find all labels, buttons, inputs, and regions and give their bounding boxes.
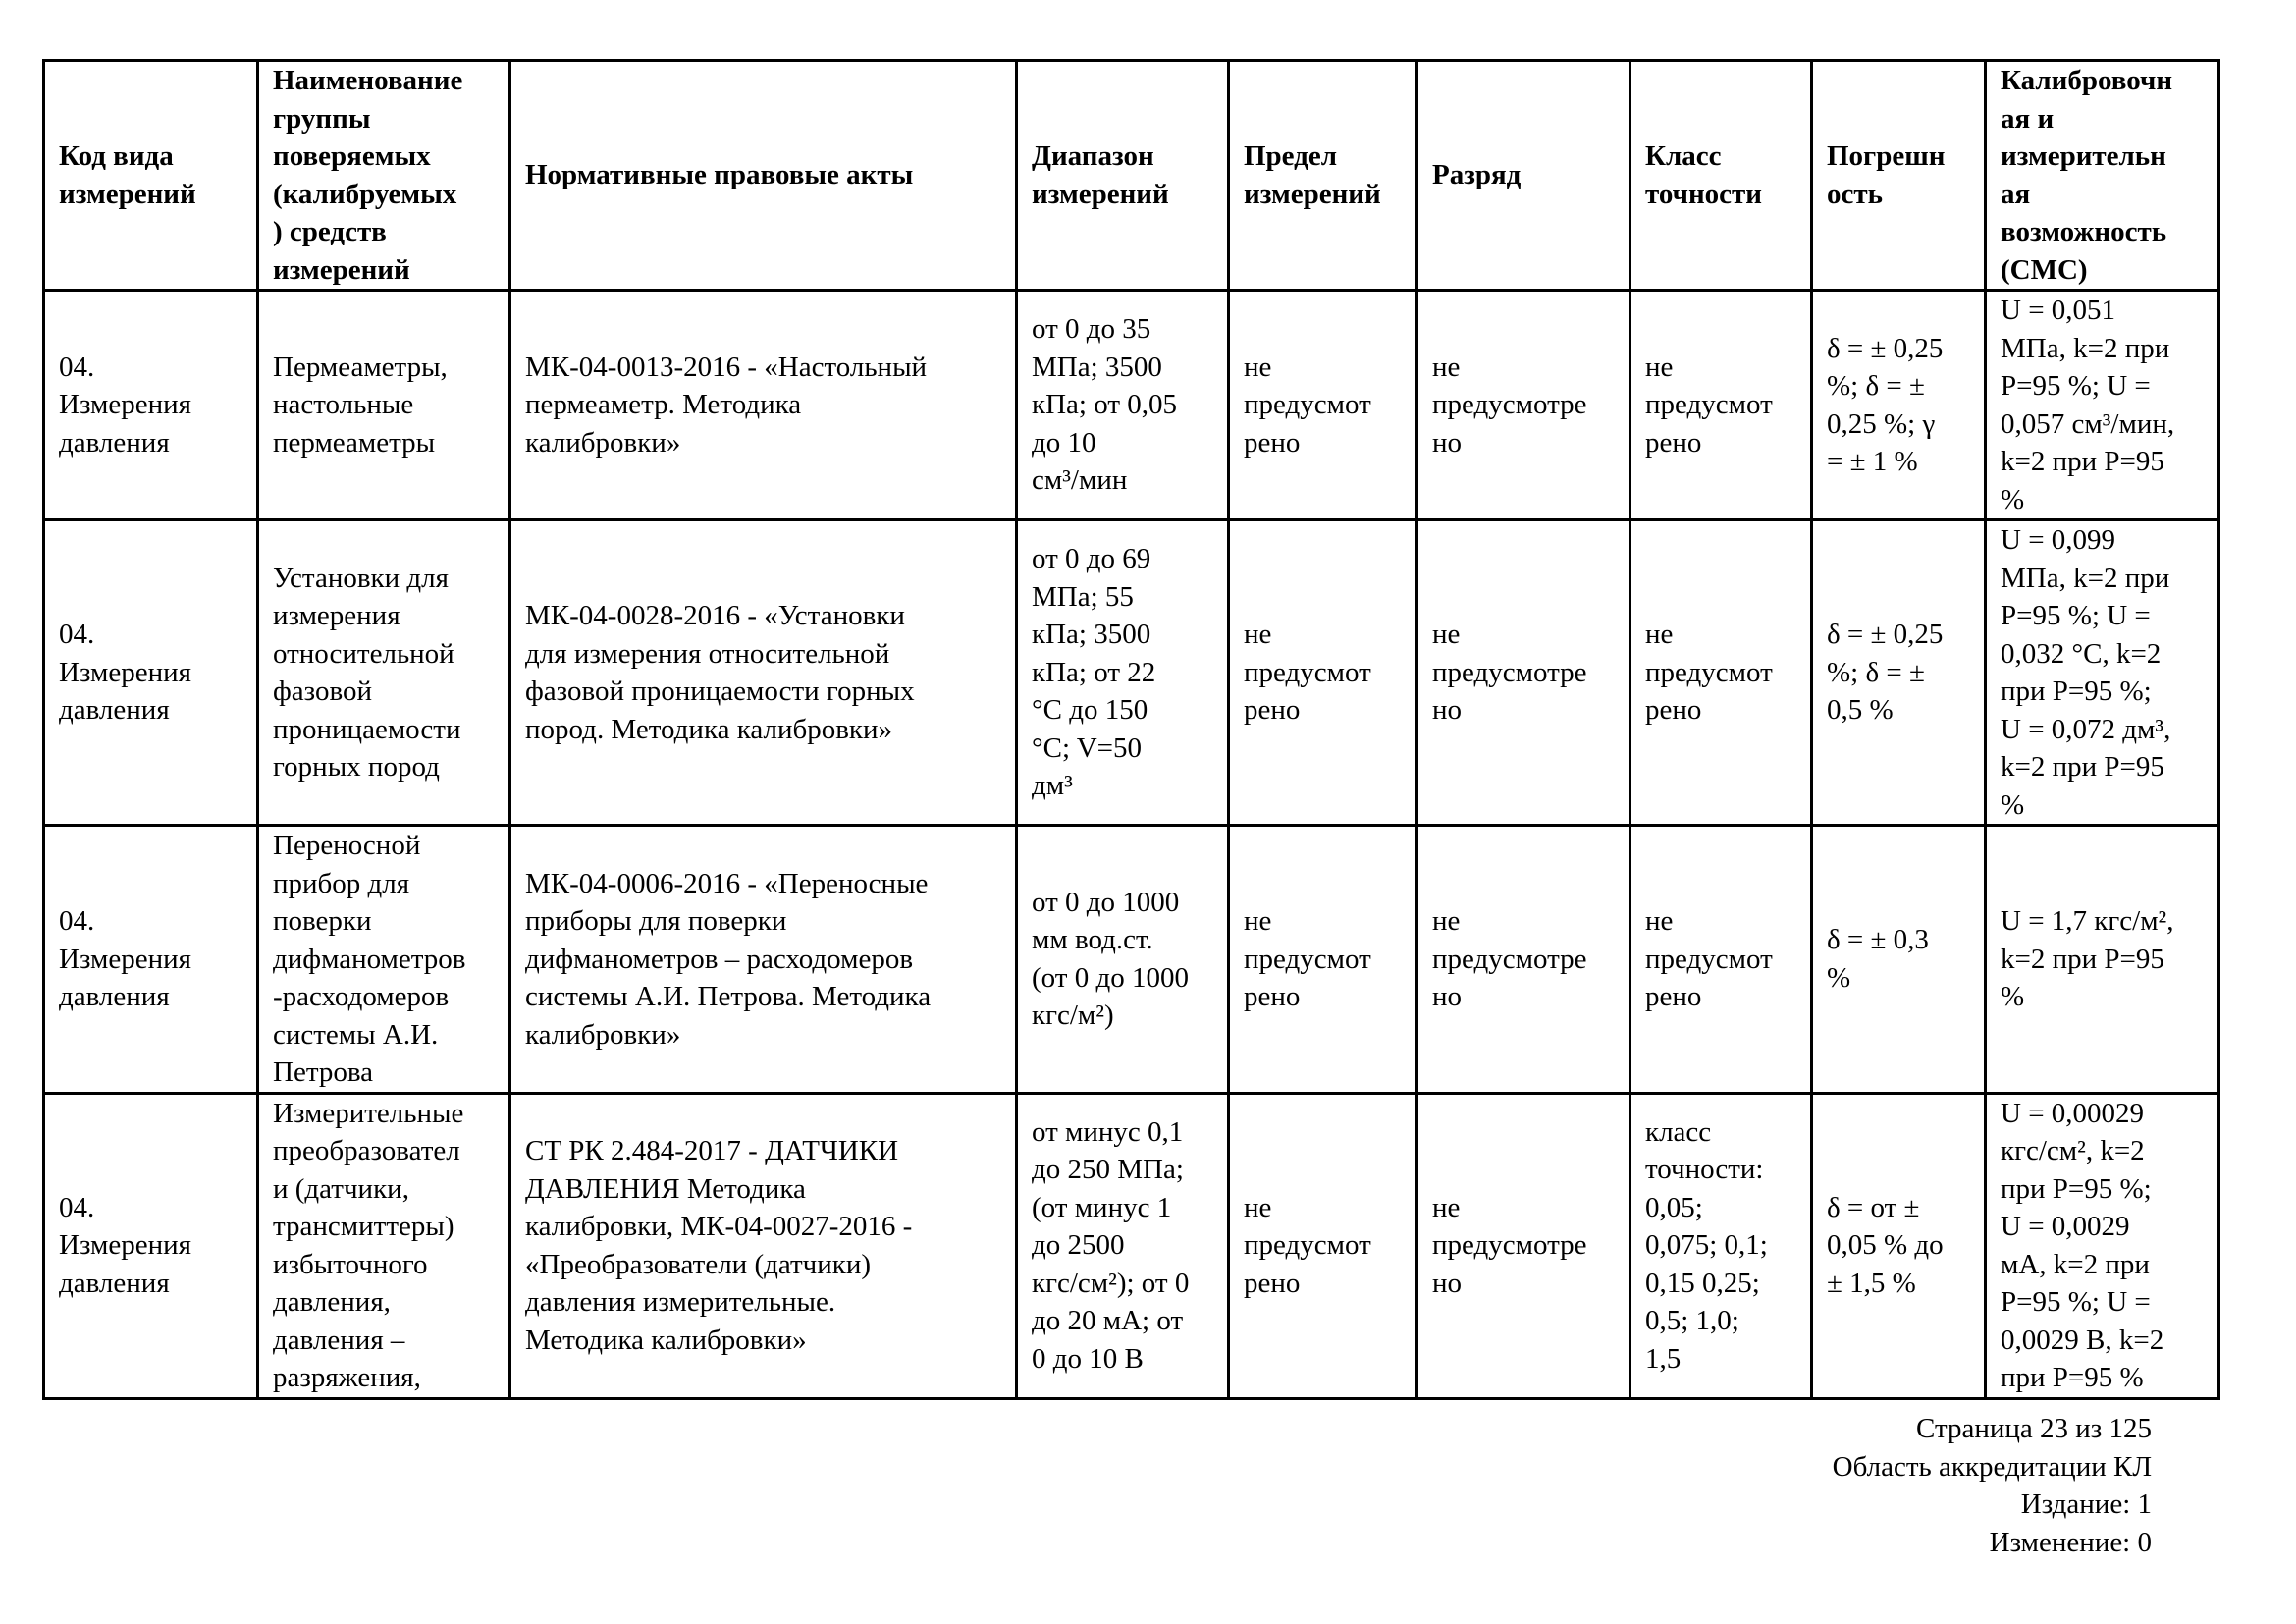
cell-text: 04. Измерения давления: [59, 1191, 191, 1299]
cell-range: [1017, 826, 1229, 1094]
header-text: Разряд: [1432, 159, 1522, 191]
cell-group: [258, 520, 510, 826]
header-text: Калибровочн ая и измерительн ая возможность (CMC): [2001, 65, 2173, 286]
header-text: Код вида измерений: [59, 140, 196, 210]
cell-acts: [510, 520, 1017, 826]
cell-error: [1812, 291, 1986, 520]
cell-text: U = 0,099 МПа, k=2 при P=95 %; U = 0,032 °C, k=2 при P=95 %; U = 0,072 дм³, k=2 при P=95 %: [2001, 524, 2171, 821]
cell-text: МК-04-0013-2016 - «Настольный пермеаметр. Методика калибровки»: [525, 351, 928, 459]
cell-accuracy-class: [1630, 520, 1812, 826]
cell-text: 04. Измерения давления: [59, 619, 191, 727]
cell-cmc: [1986, 826, 2219, 1094]
table-row: [44, 1093, 2219, 1398]
cell-text: Измерительные преобразовател и (датчики, трансмиттеры) избыточного давления, давления – разряжения,: [273, 1097, 464, 1393]
table-row: [44, 520, 2219, 826]
cell-text: МК-04-0028-2016 - «Установки для измерения относительной фазовой проницаемости горных пород. Методика калибровки»: [525, 600, 915, 745]
cell-code: [44, 291, 258, 520]
cell-text: от 0 до 35 МПа; 3500 кПа; от 0,05 до 10 см³/мин: [1032, 313, 1178, 497]
header-text: Диапазон измерений: [1032, 140, 1169, 210]
table-row: [44, 291, 2219, 520]
cell-text: Установки для измерения относительной фазовой проницаемости горных пород: [273, 562, 461, 783]
cell-code: [44, 1093, 258, 1398]
cell-text: от минус 0,1 до 250 МПа; (от минус 1 до 2500 кгс/см²); от 0 до 20 мА; от 0 до 10 В: [1032, 1115, 1190, 1375]
cell-text: δ = ± 0,25 %; δ = ± 0,25 %; γ = ± 1 %: [1827, 332, 1944, 477]
cell-accuracy-class: [1630, 1093, 1812, 1398]
header-text: Нормативные правовые акты: [525, 159, 914, 191]
header-measurement-limit: [1229, 61, 1417, 291]
cell-error: [1812, 520, 1986, 826]
cell-range: [1017, 291, 1229, 520]
cell-text: Пермеаметры, настольные пермеаметры: [273, 351, 448, 459]
cell-limit: [1229, 826, 1417, 1094]
table-row: [44, 826, 2219, 1094]
cell-group: [258, 826, 510, 1094]
cell-range: [1017, 1093, 1229, 1398]
header-grade: [1417, 61, 1630, 291]
cell-text: не предусмот рено: [1645, 905, 1773, 1012]
cell-acts: [510, 1093, 1017, 1398]
header-accuracy-class: [1630, 61, 1812, 291]
cell-text: 04. Измерения давления: [59, 905, 191, 1012]
header-measurement-code: [44, 61, 258, 291]
header-text: Класс точности: [1645, 140, 1763, 210]
cell-text: класс точности: 0,05; 0,075; 0,1; 0,15 0,25; 0,5; 1,0; 1,5: [1645, 1115, 1768, 1375]
header-text: Наименование группы поверяемых (калибруемых ) средств измерений: [273, 65, 463, 286]
cell-grade: [1417, 291, 1630, 520]
cell-grade: [1417, 826, 1630, 1094]
table-header-row: [44, 61, 2219, 291]
accreditation-scope-table: [42, 59, 2220, 1400]
cell-code: [44, 826, 258, 1094]
cell-text: не предусмотре но: [1432, 619, 1587, 727]
cell-text: СТ РК 2.484-2017 - ДАТЧИКИ ДАВЛЕНИЯ Методика калибровки, МК-04-0027-2016 - «Преобразователи (датчики) давления измерительные. Методика калибровки»: [525, 1135, 913, 1356]
cell-accuracy-class: [1630, 291, 1812, 520]
cell-range: [1017, 520, 1229, 826]
cell-text: не предусмот рено: [1244, 619, 1371, 727]
header-text: Предел измерений: [1244, 140, 1381, 210]
cell-error: [1812, 1093, 1986, 1398]
header-measurement-range: [1017, 61, 1229, 291]
cell-acts: [510, 826, 1017, 1094]
cell-group: [258, 1093, 510, 1398]
cell-text: МК-04-0006-2016 - «Переносные приборы для поверки дифманометров – расходомеров системы А.И. Петрова. Методика калибровки»: [525, 867, 932, 1051]
cell-text: U = 0,00029 кгс/см², k=2 при P=95 %; U = 0,0029 мА, k=2 при P=95 %; U = 0,0029 В, k=2 при P=95 %: [2001, 1097, 2164, 1393]
header-cmc: [1986, 61, 2219, 291]
cell-text: U = 0,051 МПа, k=2 при P=95 %; U = 0,057 см³/мин, k=2 при P=95 %: [2001, 295, 2175, 515]
cell-text: не предусмот рено: [1244, 351, 1371, 459]
cell-text: от 0 до 69 МПа; 55 кПа; 3500 кПа; от 22 °C до 150 °C; V=50 дм³: [1032, 543, 1156, 802]
accreditation-scope-label: Область аккредитации КЛ: [1832, 1450, 2152, 1483]
cell-cmc: [1986, 1093, 2219, 1398]
cell-acts: [510, 291, 1017, 520]
cell-text: не предусмот рено: [1645, 351, 1773, 459]
cell-text: 04. Измерения давления: [59, 351, 191, 459]
cell-limit: [1229, 291, 1417, 520]
cell-text: δ = ± 0,25 %; δ = ± 0,5 %: [1827, 619, 1944, 727]
edition-label: Издание: 1: [2020, 1489, 2152, 1520]
cell-grade: [1417, 520, 1630, 826]
cell-text: U = 1,7 кгс/м², k=2 при P=95 %: [2001, 905, 2174, 1012]
header-error: [1812, 61, 1986, 291]
cell-group: [258, 291, 510, 520]
cell-limit: [1229, 1093, 1417, 1398]
header-instrument-group: [258, 61, 510, 291]
cell-text: δ = от ± 0,05 % до ± 1,5 %: [1827, 1191, 1944, 1299]
cell-limit: [1229, 520, 1417, 826]
cell-accuracy-class: [1630, 826, 1812, 1094]
cell-text: δ = ± 0,3 %: [1827, 924, 1929, 994]
cell-error: [1812, 826, 1986, 1094]
page-footer: [1833, 1410, 2152, 1561]
cell-text: Переносной прибор для поверки дифманометров -расходомеров системы А.И. Петрова: [273, 830, 466, 1088]
cell-code: [44, 520, 258, 826]
page-number: Страница 23 из 125: [1915, 1413, 2152, 1444]
cell-text: не предусмот рено: [1244, 905, 1371, 1012]
cell-text: не предусмот рено: [1244, 1191, 1371, 1299]
cell-text: не предусмотре но: [1432, 905, 1587, 1012]
cell-text: не предусмотре но: [1432, 1191, 1587, 1299]
cell-text: не предусмотре но: [1432, 351, 1587, 459]
revision-label: Изменение: 0: [1989, 1526, 2152, 1558]
cell-text: от 0 до 1000 мм вод.ст. (от 0 до 1000 кгс/м²): [1032, 886, 1189, 1032]
cell-text: не предусмот рено: [1645, 619, 1773, 727]
cell-cmc: [1986, 520, 2219, 826]
header-text: Погрешн ость: [1827, 140, 1946, 210]
cell-cmc: [1986, 291, 2219, 520]
cell-grade: [1417, 1093, 1630, 1398]
header-regulatory-acts: [510, 61, 1017, 291]
